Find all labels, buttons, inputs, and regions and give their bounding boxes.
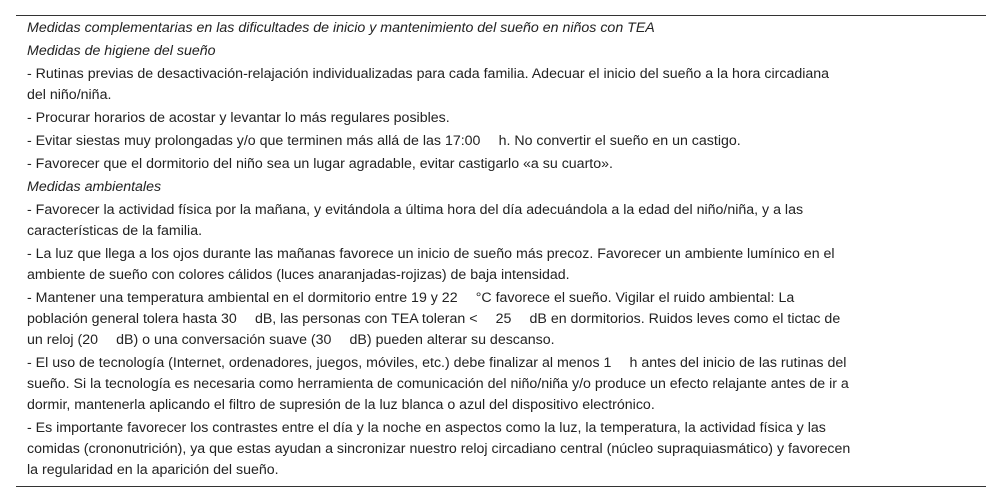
list-item: [16, 153, 986, 176]
section-heading: [16, 40, 986, 63]
list-item-line: - Procurar horarios de acostar y levantar lo más regulares posibles.: [27, 110, 450, 126]
list-item-line: - El uso de tecnología (Internet, ordenadores, juegos, móviles, etc.) debe finalizar al menos 1 h antes del inicio de las rutinas del: [27, 355, 847, 371]
section-heading-text: Medidas ambientales: [27, 179, 162, 195]
list-item-line: - Mantener una temperatura ambiental en el dormitorio entre 19 y 22 °C favorece el sueño. Vigilar el ruido ambiental: La: [27, 290, 795, 306]
list-item: [16, 107, 986, 130]
list-item: [16, 243, 986, 287]
list-item: [16, 130, 986, 153]
section-heading-text: Medidas de higiene del sueño: [27, 43, 216, 59]
list-item: [16, 199, 986, 243]
section-heading: [16, 176, 986, 199]
list-item: [16, 352, 986, 417]
table-title: Medidas complementarias en las dificultades de inicio y mantenimiento del sueño en niños con TEA: [27, 20, 655, 36]
list-item-line: comidas (crononutrición), ya que estas ayudan a sincronizar nuestro reloj circadiano central (núcleo supraquiasmático) y favorecen: [27, 441, 851, 457]
list-item: [16, 417, 986, 482]
list-item-line: sueño. Si la tecnología es necesaria como herramienta de comunicación del niño/niña y/o produce un efecto relajante antes de ir a: [27, 376, 849, 392]
list-item-line: del niño/niña.: [27, 87, 112, 103]
list-item-line: - Evitar siestas muy prolongadas y/o que terminen más allá de las 17:00 h. No convertir el sueño en un castigo.: [27, 133, 741, 149]
list-item-line: dormir, mantenerla aplicando el filtro de supresión de la luz blanca o azul del dispositivo electrónico.: [27, 397, 655, 413]
list-item: [16, 287, 986, 352]
list-item-line: - Favorecer la actividad física por la mañana, y evitándola a última hora del día adecuándola a la edad del niño/niña, y a las: [27, 202, 804, 218]
list-item-line: un reloj (20 dB) o una conversación suave (30 dB) pueden alterar su descanso.: [27, 332, 555, 348]
list-item-line: la regularidad en la aparición del sueño.: [27, 462, 279, 478]
measures-table: [16, 15, 986, 487]
list-item-line: - La luz que llega a los ojos durante las mañanas favorece un inicio de sueño más precoz. Favorecer un ambiente lumínico en el: [27, 246, 835, 262]
list-item-line: - Es importante favorecer los contrastes entre el día y la noche en aspectos como la luz, la temperatura, la actividad física y las: [27, 420, 826, 436]
list-item-line: - Rutinas previas de desactivación-relajación individualizadas para cada familia. Adecuar el inicio del sueño a la hora circadiana: [27, 66, 830, 82]
list-item-line: población general tolera hasta 30 dB, las personas con TEA toleran < 25 dB en dormitorios. Ruidos leves como el tictac de: [27, 311, 841, 327]
list-item-line: ambiente de sueño con colores cálidos (luces anaranjadas-rojizas) de baja intensidad.: [27, 267, 570, 283]
list-item-line: características de la familia.: [27, 223, 203, 239]
list-item: [16, 63, 986, 107]
list-item-line: - Favorecer que el dormitorio del niño sea un lugar agradable, evitar castigarlo «a su cuarto».: [27, 156, 613, 172]
table-body: [16, 40, 986, 482]
